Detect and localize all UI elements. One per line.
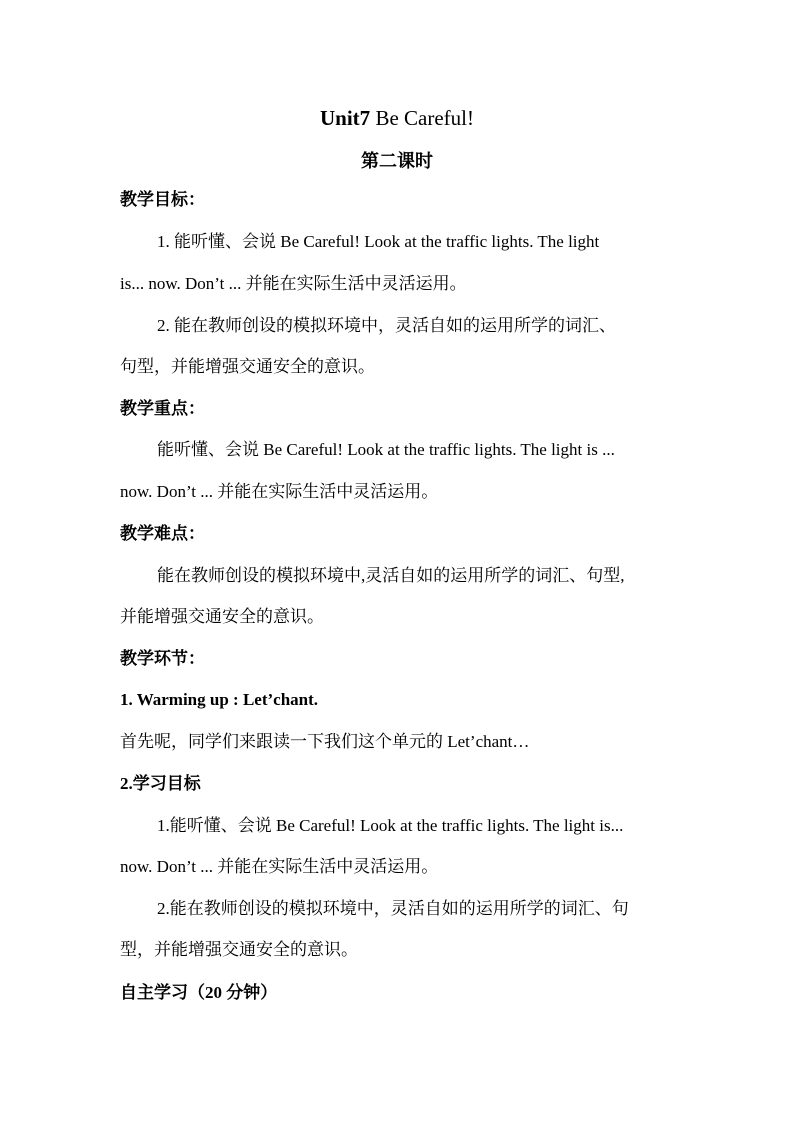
step-2-title: 2.学习目标 <box>120 774 201 793</box>
title-rest: Be Careful! <box>370 106 474 130</box>
step-2-item-1-line-1: 1.能听懂、会说 Be Careful! Look at the traffic lights. The light is... <box>157 816 624 835</box>
objectives-heading: 教学目标： <box>120 190 205 209</box>
self-study-heading: 自主学习（20 分钟） <box>120 983 278 1002</box>
document-title <box>0 104 794 132</box>
step-2-item-1-line-2: now. Don’t ... 并能在实际生活中灵活运用。 <box>120 857 439 876</box>
step-1-title: 1. Warming up : Let’chant. <box>120 690 319 709</box>
objective-2-line-2: 句型，并能增强交通安全的意识。 <box>120 357 375 376</box>
key-points-heading: 教学重点： <box>120 399 205 418</box>
difficulties-heading: 教学难点： <box>120 524 205 543</box>
step-2-item-2-line-2: 型，并能增强交通安全的意识。 <box>120 940 358 959</box>
step-2-item-2-line-1: 2.能在教师创设的模拟环境中，灵活自如的运用所学的词汇、句 <box>157 899 629 918</box>
difficulties-line-2: 并能增强交通安全的意识。 <box>120 607 324 626</box>
procedure-heading: 教学环节： <box>120 649 205 668</box>
step-1-text: 首先呢，同学们来跟读一下我们这个单元的 Let’chant… <box>120 732 530 751</box>
key-points-line-2: now. Don’t ... 并能在实际生活中灵活运用。 <box>120 482 439 501</box>
objective-1-line-2: is... now. Don’t ... 并能在实际生活中灵活运用。 <box>120 274 467 293</box>
objective-1-line-1: 1. 能听懂、会说 Be Careful! Look at the traffic lights. The light <box>157 232 600 251</box>
objective-2-line-1: 2. 能在教师创设的模拟环境中，灵活自如的运用所学的词汇、 <box>157 316 616 335</box>
title-unit: Unit7 <box>320 106 371 130</box>
key-points-line-1: 能听懂、会说 Be Careful! Look at the traffic lights. The light is ... <box>157 440 615 459</box>
difficulties-line-1: 能在教师创设的模拟环境中,灵活自如的运用所学的词汇、句型, <box>157 566 625 585</box>
document-subtitle: 第二课时 <box>361 151 433 171</box>
